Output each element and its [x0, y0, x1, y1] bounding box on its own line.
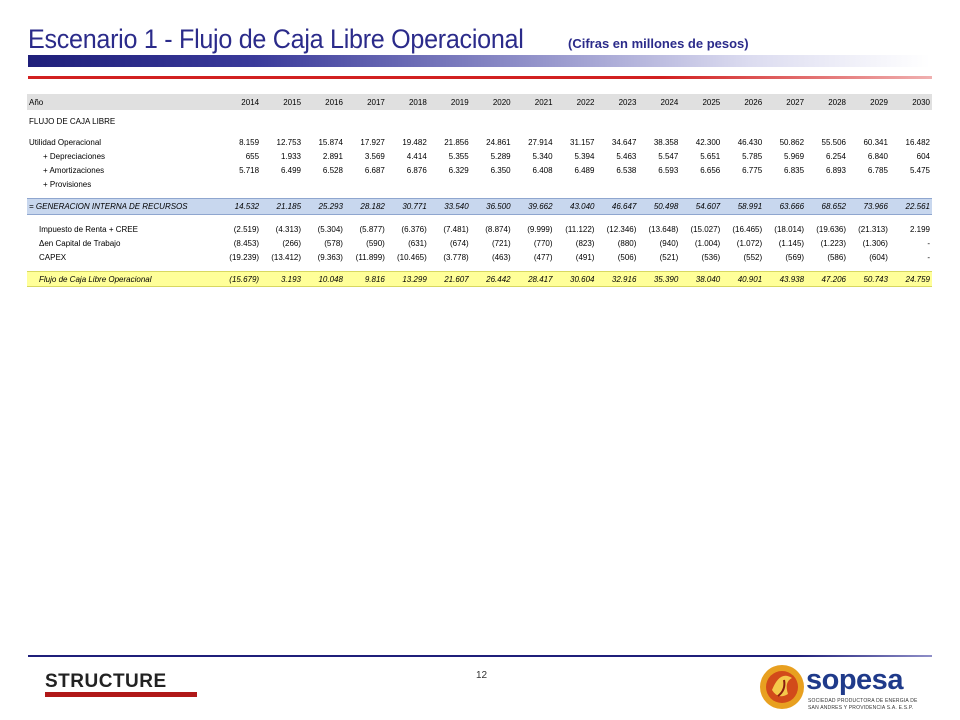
table-cell: 6.499: [280, 165, 302, 175]
table-cell: 43.040: [555, 199, 597, 215]
table-cell: 655: [245, 151, 260, 161]
table-cell: 27.914: [528, 137, 553, 147]
table-cell: (5.877): [359, 224, 385, 234]
table-cell: 10.048: [303, 272, 345, 287]
table-cell: 6.775: [742, 165, 763, 175]
spacer-cell: [27, 128, 932, 135]
table-cell: 6.876: [406, 165, 427, 175]
table-cell: (770): [533, 238, 553, 248]
table-cell: 2.891: [322, 151, 343, 161]
table-cell: 16.482: [905, 137, 930, 147]
spacer-row: [27, 264, 932, 272]
table-cell: 21.185: [261, 199, 303, 215]
table-cell: 28.182: [345, 199, 387, 215]
table-cell: (1.145): [778, 238, 805, 248]
table-cell: (463): [491, 252, 511, 262]
header-year: 2022: [555, 94, 597, 110]
table-cell: [303, 177, 345, 191]
table-cell: 19.482: [402, 137, 427, 147]
table-cell: 26.442: [471, 272, 513, 287]
table-cell: 4.414: [406, 151, 427, 161]
table-cell: 25.293: [303, 199, 345, 215]
table-cell: (491): [575, 252, 595, 262]
table-cell: [764, 177, 806, 191]
table-cell: 3.569: [364, 151, 385, 161]
table-cell: (536): [701, 252, 721, 262]
title-subtitle: (Cifras en millones de pesos): [568, 36, 749, 51]
table-cell: (11.899): [355, 252, 385, 262]
header-year: 2019: [429, 94, 471, 110]
table-cell: 32.916: [596, 272, 638, 287]
footer-divider: [28, 655, 932, 657]
header-year: 2023: [596, 94, 638, 110]
table-row-amortizaciones: [27, 163, 932, 177]
header-year: 2030: [890, 94, 932, 110]
table-cell: (940): [659, 238, 679, 248]
table-cell: 5.651: [700, 151, 721, 161]
table-cell: (6.376): [401, 224, 427, 234]
table-cell: 6.656: [700, 165, 721, 175]
header-label: Año: [27, 94, 219, 110]
table-cell: 46.430: [737, 137, 763, 147]
table-cell: (13.412): [271, 252, 302, 262]
row-label: Flujo de Caja Libre Operacional: [27, 272, 219, 287]
structure-logo-strip: [45, 692, 197, 697]
header-year: 2020: [471, 94, 513, 110]
table-cell: [890, 177, 932, 191]
table-cell: [806, 177, 848, 191]
table-cell: 5.463: [616, 151, 637, 161]
header-year: 2016: [303, 94, 345, 110]
table-cell: (266): [282, 238, 302, 248]
section-title: FLUJO DE CAJA LIBRE: [29, 116, 116, 126]
table-cell: (3.778): [443, 252, 469, 262]
row-label: = GENERACION INTERNA DE RECURSOS: [27, 199, 219, 215]
table-cell: (552): [743, 252, 763, 262]
table-cell: 28.417: [513, 272, 555, 287]
table-cell: (15.679): [219, 272, 261, 287]
table-cell: 6.489: [574, 165, 595, 175]
title-gradient-bar: [28, 55, 930, 67]
title-main: Escenario 1 - Flujo de Caja Libre Operacional: [28, 24, 524, 54]
table-cell: 5.785: [742, 151, 763, 161]
table-cell: 43.938: [764, 272, 806, 287]
spacer-row: [27, 128, 932, 135]
table-cell: 6.785: [867, 165, 888, 175]
table-cell: 5.547: [658, 151, 679, 161]
table-cell: (586): [827, 252, 846, 262]
table-cell: 21.607: [429, 272, 471, 287]
table-cell: [848, 177, 890, 191]
sopesa-emblem-icon: [758, 660, 806, 714]
table-cell: (15.027): [690, 224, 721, 234]
table-cell: 5.718: [239, 165, 260, 175]
structure-logo: [45, 672, 197, 696]
table-cell: (477): [533, 252, 553, 262]
table-cell: (1.072): [736, 238, 763, 248]
table-cell: [345, 177, 387, 191]
table-cell: 5.355: [448, 151, 469, 161]
table-cell: 6.835: [784, 165, 805, 175]
table-cell: (10.465): [396, 252, 427, 262]
table-cell: 38.358: [653, 137, 679, 147]
table-row-capital: [27, 236, 932, 250]
table-row-flujo: [27, 272, 932, 287]
table-cell: 6.408: [532, 165, 553, 175]
table-cell: 17.927: [360, 137, 385, 147]
header-year: 2018: [387, 94, 429, 110]
table-cell: 24.759: [890, 272, 932, 287]
table-cell: 39.662: [513, 199, 555, 215]
table-cell: -: [927, 238, 930, 248]
table-cell: 36.500: [471, 199, 513, 215]
section-title-row: [27, 114, 932, 128]
table-cell: (7.481): [443, 224, 469, 234]
table-row-utilidad: [27, 135, 932, 149]
table-cell: [638, 177, 680, 191]
table-cell: 68.652: [806, 199, 848, 215]
table-header-row: [27, 94, 932, 110]
table-cell: 5.475: [909, 165, 930, 175]
table-cell: 38.040: [680, 272, 722, 287]
table-cell: [387, 177, 429, 191]
table-cell: (12.346): [606, 224, 637, 234]
table-cell: 50.862: [779, 137, 805, 147]
sopesa-subtitle-2: SAN ANDRES Y PROVIDENCIA S.A. E.S.P.: [808, 705, 914, 711]
header-year: 2021: [513, 94, 555, 110]
header-year: 2024: [638, 94, 680, 110]
header-year: 2028: [806, 94, 848, 110]
table-cell: 6.593: [658, 165, 679, 175]
table-cell: 15.874: [318, 137, 343, 147]
spacer-row: [27, 215, 932, 223]
table-cell: (880): [617, 238, 637, 248]
table-cell: (823): [575, 238, 595, 248]
table-cell: 6.893: [825, 165, 846, 175]
header-year: 2027: [764, 94, 806, 110]
table-cell: (578): [324, 238, 343, 248]
table-cell: (11.122): [565, 224, 595, 234]
structure-logo-text: STRUCTURE: [45, 671, 167, 692]
header-year: 2029: [848, 94, 890, 110]
table-cell: [513, 177, 555, 191]
table-cell: 63.666: [764, 199, 806, 215]
table-cell: 6.538: [616, 165, 637, 175]
table-cell: [471, 177, 513, 191]
table-cell: (2.519): [233, 224, 260, 234]
table-row-provisiones: [27, 177, 932, 191]
table-cell: 604: [916, 151, 930, 161]
spacer-row: [27, 191, 932, 199]
table-cell: 55.506: [821, 137, 846, 147]
table-cell: 5.289: [490, 151, 511, 161]
table-cell: 12.753: [276, 137, 302, 147]
table-cell: 50.743: [848, 272, 890, 287]
spacer-cell: [27, 215, 932, 223]
table-cell: 2.199: [909, 224, 930, 234]
table-cell: 58.991: [722, 199, 764, 215]
row-label: CAPEX: [39, 252, 67, 262]
table-cell: 50.498: [638, 199, 680, 215]
table-cell: (9.999): [527, 224, 553, 234]
table-cell: 31.157: [570, 137, 595, 147]
header-year: 2015: [261, 94, 303, 110]
page-title: [28, 24, 749, 55]
sopesa-logo: [758, 658, 938, 718]
table-cell: [722, 177, 764, 191]
cash-flow-table: [27, 94, 932, 287]
table-cell: [261, 177, 303, 191]
red-divider: [28, 76, 932, 79]
table-cell: 54.607: [680, 199, 722, 215]
table-cell: (521): [659, 252, 679, 262]
table-cell: 73.966: [848, 199, 890, 215]
header-year: 2014: [219, 94, 261, 110]
table-cell: (674): [450, 238, 469, 248]
table-cell: (19.239): [229, 252, 260, 262]
table-cell: (569): [785, 252, 805, 262]
sopesa-logo-text: sopesa: [806, 664, 903, 696]
table-cell: (21.313): [858, 224, 888, 234]
row-label: Impuesto de Renta + CREE: [39, 224, 138, 234]
table-cell: 3.193: [261, 272, 303, 287]
table-cell: (8.453): [233, 238, 260, 248]
table-cell: 6.254: [825, 151, 846, 161]
table-row-capex: [27, 250, 932, 264]
table-cell: [429, 177, 471, 191]
table-cell: 5.969: [784, 151, 805, 161]
page-number: 12: [476, 670, 488, 681]
table-cell: [596, 177, 638, 191]
table-row-impuesto: [27, 222, 932, 236]
table-cell: [680, 177, 722, 191]
table-cell: 6.528: [322, 165, 343, 175]
table-cell: 9.816: [345, 272, 387, 287]
table-cell: (1.306): [862, 238, 888, 248]
table-cell: 40.901: [722, 272, 764, 287]
row-label: Δen Capital de Trabajo: [39, 238, 121, 248]
spacer-cell: [27, 264, 932, 272]
table-cell: (604): [869, 252, 888, 262]
table-cell: 47.206: [806, 272, 848, 287]
spacer-cell: [27, 191, 932, 199]
table-cell: (19.636): [816, 224, 846, 234]
table-cell: 6.840: [867, 151, 888, 161]
table-cell: 24.861: [486, 137, 511, 147]
table-cell: [219, 177, 261, 191]
table-cell: 6.329: [448, 165, 469, 175]
table-cell: 34.647: [611, 137, 637, 147]
table-cell: 46.647: [596, 199, 638, 215]
table-cell: (1.223): [820, 238, 846, 248]
table-cell: (590): [366, 238, 385, 248]
row-label: + Depreciaciones: [43, 151, 106, 161]
table-cell: 14.532: [219, 199, 261, 215]
table-cell: 21.856: [444, 137, 469, 147]
table-cell: (4.313): [275, 224, 302, 234]
header-year: 2025: [680, 94, 722, 110]
table-cell: 35.390: [638, 272, 680, 287]
table-cell: 5.394: [574, 151, 595, 161]
table-cell: (631): [408, 238, 427, 248]
table-cell: 6.350: [490, 165, 511, 175]
table-cell: 5.340: [532, 151, 553, 161]
table-cell: 8.159: [239, 137, 260, 147]
table-cell: (18.014): [774, 224, 805, 234]
table-cell: 30.771: [387, 199, 429, 215]
table-cell: 13.299: [387, 272, 429, 287]
row-label: Utilidad Operacional: [29, 137, 102, 147]
row-label: + Provisiones: [43, 179, 92, 189]
header-year: 2026: [722, 94, 764, 110]
table-cell: (1.004): [694, 238, 721, 248]
table-cell: (9.363): [317, 252, 343, 262]
table-cell: -: [927, 252, 930, 262]
table-cell: (16.465): [732, 224, 763, 234]
table-cell: 22.561: [890, 199, 932, 215]
table-cell: (5.304): [317, 224, 343, 234]
table-cell: [555, 177, 597, 191]
table-cell: 6.687: [364, 165, 385, 175]
table-cell: 30.604: [555, 272, 597, 287]
row-label: + Amortizaciones: [43, 165, 105, 175]
table-row-depreciaciones: [27, 149, 932, 163]
table-cell: (8.874): [485, 224, 511, 234]
table-cell: (721): [491, 238, 511, 248]
table-cell: 1.933: [280, 151, 302, 161]
sopesa-subtitle-1: SOCIEDAD PRODUCTORA DE ENERGIA DE: [808, 698, 918, 704]
table-row-generacion: [27, 199, 932, 215]
table-cell: (506): [617, 252, 637, 262]
table-cell: 33.540: [429, 199, 471, 215]
table-cell: (13.648): [648, 224, 679, 234]
table-cell: 42.300: [695, 137, 721, 147]
header-year: 2017: [345, 94, 387, 110]
table-cell: 60.341: [863, 137, 888, 147]
